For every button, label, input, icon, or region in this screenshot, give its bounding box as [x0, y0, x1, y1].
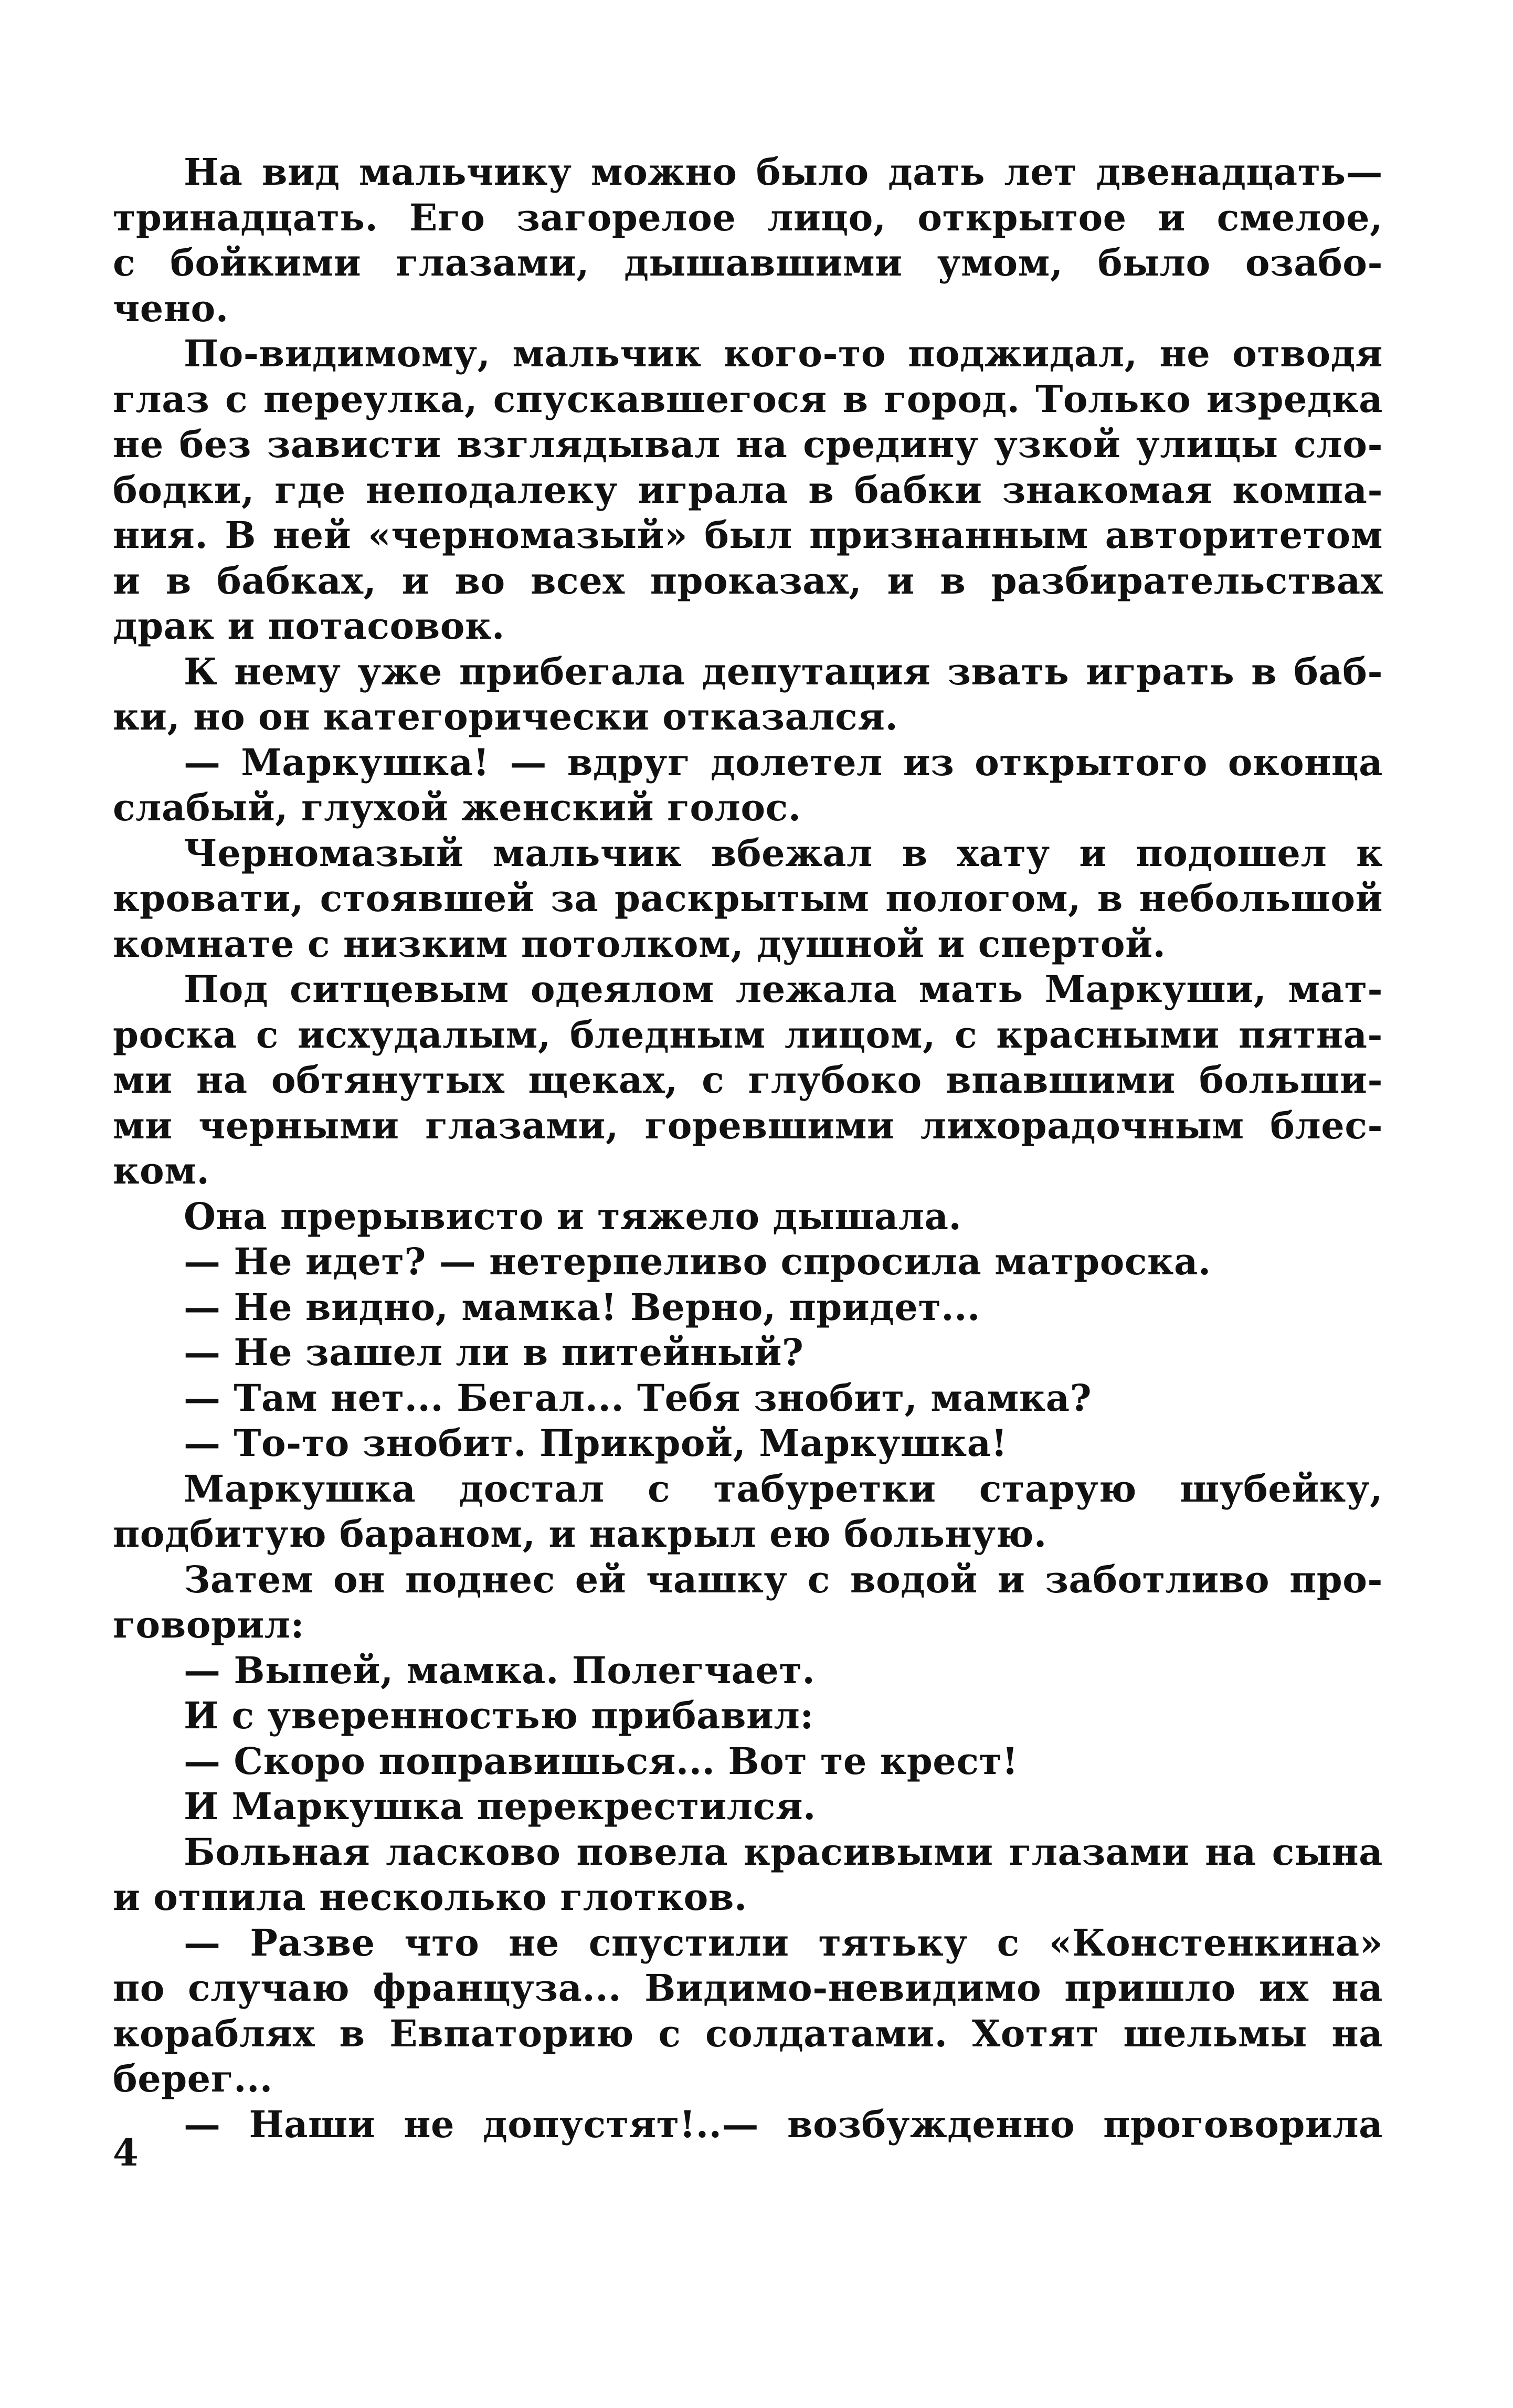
text-line: Она прерывисто и тяжело дышала.: [184, 1194, 962, 1238]
text-line: Маркушка достал с табуретки старую шубейку,: [184, 1466, 1383, 1511]
text-line: — Маркушка! — вдруг долетел из открытого оконца: [184, 740, 1383, 784]
text-line: К нему уже прибегала депутация звать играть в баб-: [184, 649, 1383, 693]
text-line: роска с исхудалым, бледным лицом, с красными пятна-: [113, 1012, 1383, 1057]
text-line: бодки, где неподалеку играла в бабки знакомая компа-: [113, 468, 1383, 512]
text-line: И с уверенностью прибавил:: [184, 1694, 814, 1737]
text-line: Под ситцевым одеялом лежала мать Маркуши, мат-: [184, 967, 1383, 1011]
text-line: — Разве что не спустили тятьку с «Констенкина»: [184, 1920, 1383, 1965]
text-line: Черномазый мальчик вбежал в хату и подошел к: [184, 831, 1383, 875]
text-line: — Не зашел ли в питейный?: [184, 1330, 804, 1374]
text-line: и отпила несколько глотков.: [113, 1875, 747, 1919]
text-line: ки, но он категорически отказался.: [113, 695, 898, 738]
text-line: — Не идет? — нетерпеливо спросила матроска.: [184, 1240, 1211, 1283]
text-line: берег...: [113, 2057, 273, 2100]
text-line: — Не видно, мамка! Верно, придет...: [184, 1285, 980, 1329]
text-line: — Наши не допустят!..— возбужденно проговорила: [184, 2102, 1383, 2146]
text-line: с бойкими глазами, дышавшими умом, было озабо-: [113, 241, 1383, 284]
text-line: ми черными глазами, горевшими лихорадочным блес-: [113, 1103, 1383, 1147]
text-line: чено.: [113, 286, 229, 330]
text-line: — Выпей, мамка. Полегчает.: [184, 1648, 816, 1692]
text-line: Затем он поднес ей чашку с водой и заботливо про-: [184, 1557, 1383, 1601]
page-number: 4: [113, 2131, 139, 2174]
text-line: ком.: [113, 1149, 210, 1192]
text-line: слабый, глухой женский голос.: [113, 786, 801, 829]
text-line: ния. В ней «черномазый» был признанным авторитетом: [113, 513, 1383, 557]
text-line: подбитую бараном, и накрыл ею больную.: [113, 1512, 1047, 1556]
text-line: — Там нет... Бегал... Тебя знобит, мамка?: [184, 1376, 1092, 1420]
text-line: — Скоро поправишься... Вот те крест!: [184, 1739, 1019, 1783]
text-line: и в бабках, и во всех проказах, и в разбирательствах: [113, 558, 1383, 603]
text-line: драк и потасовок.: [113, 604, 505, 648]
text-line: тринадцать. Его загорелое лицо, открытое и смелое,: [113, 195, 1383, 239]
text-line: По-видимому, мальчик кого-то поджидал, не отводя: [184, 332, 1383, 375]
text-line: комнате с низким потолком, душной и спертой.: [113, 922, 1166, 966]
text-line: глаз с переулка, спускавшегося в город. Только изредка: [113, 377, 1383, 421]
text-line: говорил:: [113, 1603, 304, 1646]
text-line: Больная ласково повела красивыми глазами на сына: [184, 1830, 1383, 1874]
text-line: по случаю француза... Видимо-невидимо пришло их на: [113, 1966, 1383, 2010]
text-line: — То-то знобит. Прикрой, Маркушка!: [184, 1421, 1008, 1465]
text-line: кровати, стоявшей за раскрытым пологом, в небольшой: [113, 876, 1383, 920]
text-line: И Маркушка перекрестился.: [184, 1784, 816, 1828]
text-line: ми на обтянутых щеках, с глубоко впавшими больши-: [113, 1058, 1383, 1102]
text-line: На вид мальчику можно было дать лет двенадцать—: [184, 150, 1383, 194]
text-line: не без зависти взглядывал на средину узкой улицы сло-: [113, 423, 1383, 466]
page-text-block: [113, 150, 1383, 2147]
text-line: кораблях в Евпаторию с солдатами. Хотят шельмы на: [113, 2011, 1383, 2055]
